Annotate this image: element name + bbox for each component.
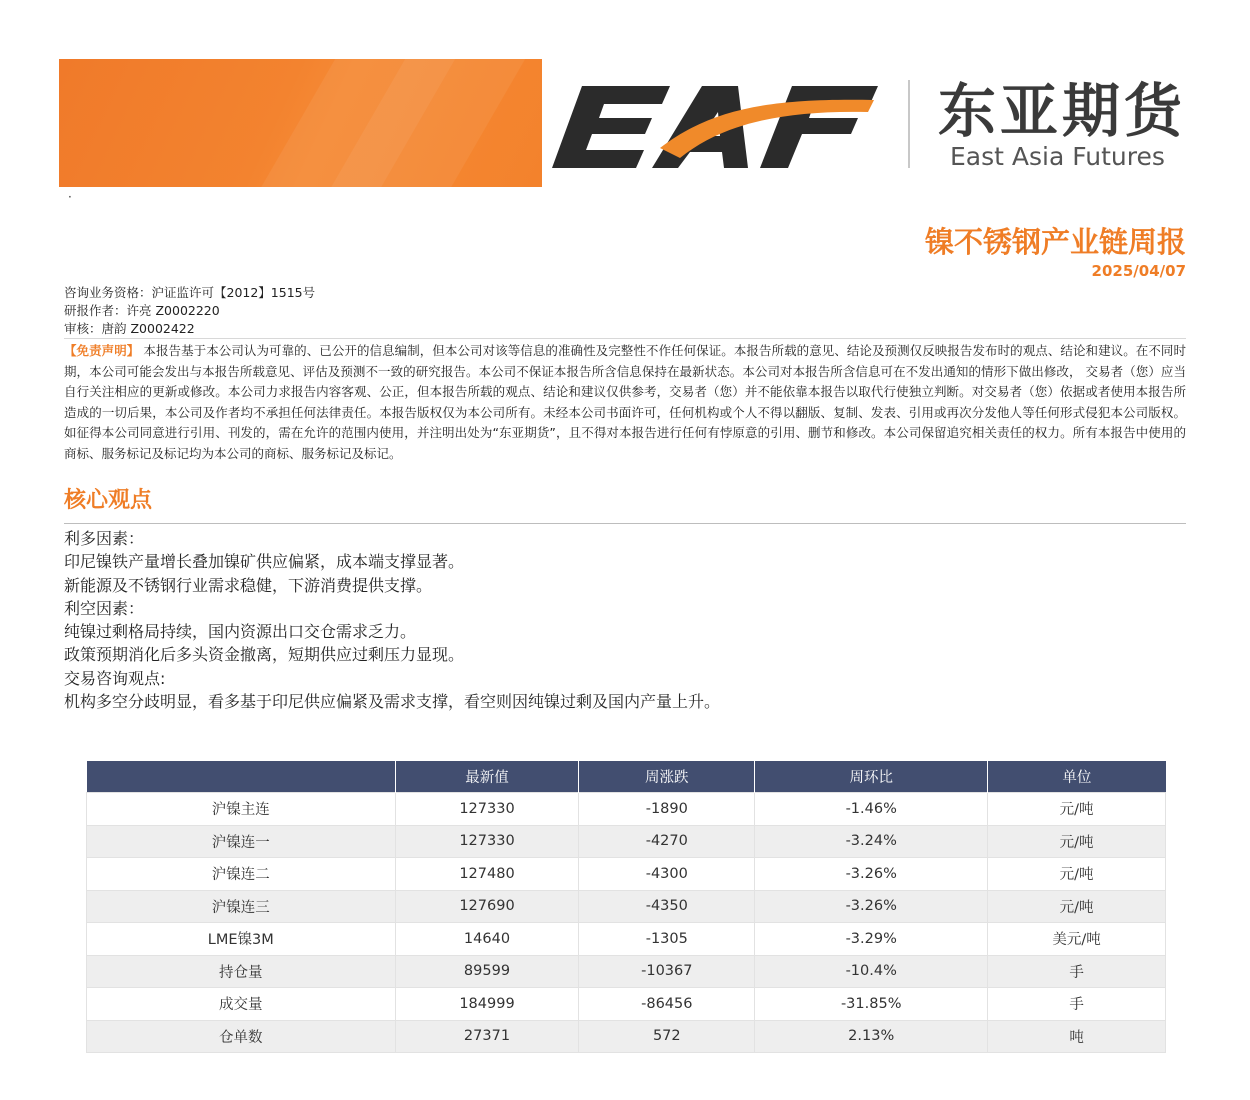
table-cell: 手 [988,955,1166,988]
table-cell: -4300 [579,858,755,891]
report-meta [64,284,315,338]
core-line: 交易咨询观点: [64,668,166,688]
qualification-line: 咨询业务资格：沪证监许可【2012】1515号 [64,285,316,300]
table-header-cell: 周环比 [755,761,988,793]
table-cell: 2.13% [755,1020,988,1053]
table-cell: -1890 [579,793,755,826]
table-row [87,825,1166,858]
table-cell: 元/吨 [988,825,1166,858]
table-cell: 127330 [395,793,579,826]
table-cell: 184999 [395,988,579,1021]
table-cell: 元/吨 [988,890,1166,923]
table-cell: 沪镍连一 [87,825,396,858]
table-cell: -4350 [579,890,755,923]
table-cell: 吨 [988,1020,1166,1053]
table-cell: -1.46% [755,793,988,826]
table-cell: 仓单数 [87,1020,396,1053]
table-row [87,988,1166,1021]
table-header-cell: 周涨跌 [579,761,755,793]
table-cell: 27371 [395,1020,579,1053]
table-cell: 持仓量 [87,955,396,988]
table-header-cell: 最新值 [395,761,579,793]
header-banner [59,59,542,187]
table-cell: 沪镍主连 [87,793,396,826]
table-cell: 572 [579,1020,755,1053]
core-line: 印尼镍铁产量增长叠加镍矿供应偏紧，成本端支撑显著。 [64,552,465,572]
table-cell: -10.4% [755,955,988,988]
table-header-cell: 单位 [988,761,1166,793]
brand-name-en: East Asia Futures [950,142,1165,171]
core-line: 新能源及不锈钢行业需求稳健，下游消费提供支撑。 [64,575,433,595]
table-row [87,890,1166,923]
table-cell: 元/吨 [988,793,1166,826]
table-cell: LME镍3M [87,923,396,956]
logo-divider [908,80,910,168]
section-divider [64,523,1186,524]
table-header-row [87,761,1166,793]
table-cell: 89599 [395,955,579,988]
table-cell: -31.85% [755,988,988,1021]
table-row [87,955,1166,988]
table-cell: -4270 [579,825,755,858]
table-row [87,923,1166,956]
core-line: 利空因素： [64,598,145,618]
table-cell: 14640 [395,923,579,956]
brand-name-cn: 东亚期货 [938,77,1187,145]
table-cell: 127690 [395,890,579,923]
disclaimer-text: 本报告基于本公司认为可靠的、已公开的信息编制，但本公司对该等信息的准确性及完整性不作任何保证。本报告所载的意见、结论及预测仅反映报告发布时的观点、结论和建议。在不同时期，本公司可能会发出与本报告所载意见、评估及预测不一致的研究报告。本公司不保证本报告所含信息保持在最新状态。本公司对本报告所含信息可在不发出通知的情形下做出修改， 交易者（您）应当自行关注相应的更新或修改。本公司力求报告内容客观、公正，但本报告所载的观点、结论和建议仅供参考，交易者（您）并不能依靠本报告以取代行使独立判断。对交易者（您）依据或者使用本报告所造成的一切后果，本公司及作者均不承担任何法律责任。本报告版权仅为本公司所有。未经本公司书面许可，任何机构或个人不得以翻版、复制、发表、引用或再次分发他人等任何形式侵犯本公司版权。如征得本公司同意进行引用、刊发的，需在允许的范围内使用，并注明出处为“东亚期货”，且不得对本报告进行任何有悖原意的引用、删节和修改。本公司保留追究相关责任的权力。所有本报告中使用的商标、服务标记及标记均为本公司的商标、服务标记及标记。 [64,343,1186,461]
price-table [86,761,1166,1053]
author-line: 研报作者：许亮 Z0002220 [64,303,220,318]
table-cell: 沪镍连三 [87,890,396,923]
core-points [64,527,720,713]
table-cell: 127480 [395,858,579,891]
table-cell: -3.26% [755,858,988,891]
table-row [87,1020,1166,1053]
table-row [87,793,1166,826]
report-date: 2025/04/07 [1091,262,1186,280]
table-cell: -3.24% [755,825,988,858]
table-header-cell [87,761,396,793]
table-cell: 元/吨 [988,858,1166,891]
disclaimer [64,341,1186,464]
table-cell: -10367 [579,955,755,988]
core-line: 机构多空分歧明显，看多基于印尼供应偏紧及需求支撑，看空则因纯镍过剩及国内产量上升。 [64,692,721,712]
table-row [87,858,1166,891]
core-line: 政策预期消化后多头资金撤离，短期供应过剩压力显现。 [64,645,465,665]
core-line: 利多因素： [64,529,145,548]
logo-letter-f [760,86,878,168]
table-cell: -3.26% [755,890,988,923]
table-cell: -86456 [579,988,755,1021]
table-cell: 手 [988,988,1166,1021]
eaf-logo [552,78,882,172]
table-cell: 沪镍连二 [87,858,396,891]
table-cell: -1305 [579,923,755,956]
table-cell: 美元/吨 [988,923,1166,956]
divider [64,338,1186,339]
core-line: 纯镍过剩格局持续，国内资源出口交仓需求乏力。 [64,622,417,642]
header-dot: · [68,190,72,204]
table-cell: 成交量 [87,988,396,1021]
table-cell: -3.29% [755,923,988,956]
section-title-core: 核心观点 [64,488,153,513]
report-title: 镍不锈钢产业链周报 [924,225,1186,259]
reviewer-line: 审核：唐韵 Z0002422 [64,321,195,336]
table-cell: 127330 [395,825,579,858]
disclaimer-tag: 【免责声明】 [64,343,140,358]
logo-letter-e [552,86,670,168]
